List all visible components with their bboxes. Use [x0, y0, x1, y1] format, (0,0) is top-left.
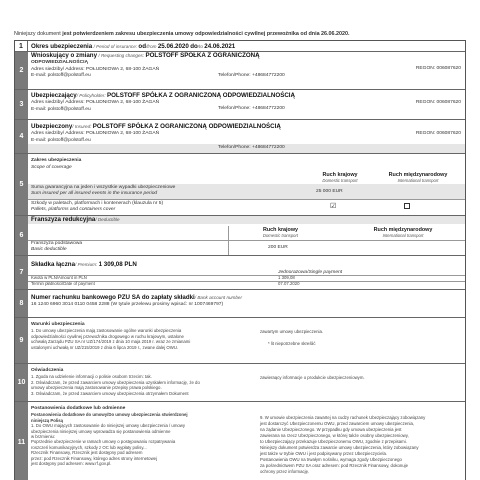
additional-line: Poprzednie ubezpieczenie w ramach umowy o postępowaniu rozpatrywania [31, 439, 176, 445]
regon: REGON: 006087620 [415, 66, 461, 71]
section-conditions [15, 318, 465, 364]
section-insured [15, 120, 465, 154]
section-title: Składka łączna [31, 261, 76, 268]
additional-right-line: to Ubezpieczający przekazuje Ubezpieczonemu OWU, zgodnie z przepisami. [260, 439, 407, 444]
email: E-mail: polstoff@polstoff.eu [31, 137, 91, 143]
section-number: 5 [15, 154, 28, 215]
col-domestic: Ruch krajowy [262, 227, 299, 233]
conditions-right-line: zawartym umowy ubezpieczenia. [260, 329, 324, 334]
col-domestic: Ruch krajowy [322, 172, 358, 178]
additional-right-line: Niniejszy dokument potwierdza zawarcie umowy ubezpieczenia, który zobowiązany [260, 445, 419, 450]
company-name: POLSTOFF SPÓŁKA Z OGRANICZONĄ ODPOWIEDZIALNOŚCIĄ [106, 92, 295, 99]
conditions-line: odpowiedzialności cywilnej przewoźnika drogowego w ruchu krajowym, ustalone [31, 333, 184, 339]
additional-line: w brzmieniu: [31, 433, 56, 439]
section-number: 8 [15, 290, 28, 317]
declaration-right-line: zawieraący informacje o produkcie ubezpieczeniowym. [260, 375, 365, 380]
col-international: Ruch międzynarodowy [373, 227, 433, 233]
pallets-domestic-check: ☑ [330, 203, 337, 210]
regon: REGON: 006087620 [415, 131, 461, 136]
section-title-en: / Premium: [75, 262, 98, 267]
additional-right-line: zawierana na rzecz Ubezpieczonego, w której także osobny ubezpieczeniowy, [260, 433, 409, 438]
section-title-en: / Insured: [72, 124, 92, 129]
company-name: POLSTOFF SPÓŁKA Z OGRANICZONĄ [145, 52, 260, 59]
col-international-en: International transport [382, 233, 424, 238]
payment-date-label: Termin płatności/Date of payment [31, 281, 95, 286]
section-number: 6 [15, 216, 28, 255]
address: Adres siedziby/ Address: POŁUDNIOWA 2, 68-100 ŻAGAŃ [31, 66, 160, 72]
section-policyholder [15, 90, 465, 120]
section-title: Zakres ubezpieczenia [31, 158, 82, 163]
row-basic-deductible-en: Basic deductible [31, 247, 67, 252]
section-bank [15, 290, 465, 318]
conditions-line: ustalonymi uchwałą nr UZ/215/2019 z dnia 6 lipca 2019 r., zwane dalej OWU. [31, 344, 179, 350]
section-requesting [15, 52, 465, 90]
declaration-line: 2. Oświadczam, że przed zawarciem umowy ubezpieczenia uzyskałem informację, że do [31, 379, 200, 385]
declaration-line: 3. Oświadczam, że przed zawarciem umowy ubezpieczenia otrzymałem Dokument [31, 390, 189, 396]
section-number: 4 [15, 120, 28, 153]
section-number: 10 [15, 364, 28, 401]
intro-bold: jest potwierdzeniem zakresu ubezpieczenia umowy odpowiedzialności cywilnej przewoźnika od dnia 26.06.2020. [62, 31, 350, 37]
intro-text [14, 31, 350, 37]
section-title: Postanowienia dodatkowe lub odmienne [31, 406, 126, 411]
phone: Telefon/Phone: +48684772200 [218, 73, 285, 78]
section-premium [15, 256, 465, 290]
additional-line: ubezpieczenia niniejszej umowy wprowadza się postanowienia odmienne [31, 428, 171, 434]
phone: Telefon/Phone: +48684772200 [218, 145, 285, 150]
declaration-line: umowy ubezpieczenia mają zastosowanie przepisy prawa polskiego. [31, 385, 162, 391]
section-number: 7 [15, 256, 28, 289]
to-label-en: /to [197, 43, 203, 49]
section-number: 9 [15, 318, 28, 363]
col-domestic-en: Domestic transport [322, 178, 358, 183]
company-name-cont: ODPOWIEDZIALNOŚCIĄ [31, 60, 89, 66]
company-name: POLSTOFF SPÓŁKA Z OGRANICZONĄ ODPOWIEDZIALNOŚCIĄ [92, 123, 281, 130]
amount-label: Kwota w PLN/Amount in PLN [31, 275, 87, 280]
additional-right-line: 9. W umowie ubezpieczenia zawartej na cudzy rachunek Ubezpieczający zobowiązany [260, 415, 426, 420]
email: E-mail: polstoff@polstoff.eu [31, 106, 91, 112]
section-title: Franszyza redukcyjna [31, 216, 96, 223]
section-title: Oświadczenia [31, 368, 64, 373]
section-number: 3 [15, 90, 28, 119]
deductible-value: 200 EUR [268, 245, 288, 250]
additional-line: Rzecznik Finansowy, Rzecznik jest dostępny pod adresem [31, 450, 143, 456]
section-title: Wnioskujący o zmiany [31, 52, 98, 59]
section-number: 11 [15, 402, 28, 480]
col-domestic-en: Domestic transport [262, 233, 299, 238]
premium-amount: 1 309,08 PLN [98, 261, 137, 268]
phone: Telefon/Phone: +48684772200 [218, 106, 285, 111]
additional-right-line: jest dostarczyć Ubezpieczonemu OWU, przed zawarciem umowy ubezpieczenia, [260, 421, 415, 426]
additional-subtitle: niniejszą Polisą [31, 417, 64, 423]
additional-line: przez: pod Rzecznik Finansowy, którego adres strony internetowej [31, 455, 158, 461]
additional-right-line: na żądanie Ubezpieczonego. W przypadku gdy umowa ubezpieczenia jest [260, 427, 402, 432]
additional-line: 1. Do OWU mających zastosowanie do niniejszej umowy ubezpieczenia / umowy [31, 423, 186, 429]
address: Adres siedziby/ Address: POŁUDNIOWA 2, 68-100 ŻAGAŃ [31, 100, 160, 106]
pallets-international-check [404, 203, 410, 209]
additional-right-line: za pośrednictwem PZU SA oraz adresem: pod Rzecznik Finansowy, dokonuje [260, 463, 408, 468]
section-title-en: / Period of insurance: [93, 43, 138, 49]
regon: REGON: 006087620 [415, 100, 461, 105]
col-international: Ruch międzynarodowy [388, 172, 448, 178]
email: E-mail: polstoff@polstoff.eu [31, 72, 91, 78]
section-deductible [15, 216, 465, 256]
section-title-en: / Policyholder: [76, 93, 106, 98]
single-payment-label: Jednorazowa/Single payment [278, 270, 343, 275]
payment-date-value: 07.07.2020 [278, 281, 300, 286]
bank-account-note: (W tytule przelewu prosimy wpisać: nr 1007469797) [110, 302, 224, 308]
section-scope [15, 154, 465, 216]
additional-line: jest dostępny pod adresem: www.rf.gov.pl. [31, 460, 112, 466]
additional-line: roszczeń komunikacyjnych, szkody z OC lub wypłaty polisy... [31, 444, 147, 450]
additional-subtitle: Postanowienia dodatkowe do umowy/Do umowy ubezpieczenia stwierdzonej [31, 412, 188, 418]
section-title: Okres ubezpieczenia [31, 42, 93, 50]
row-sum-insured: Suma gwarancyjna na jeden i wszystkie wypadki ubezpieczeniowe [31, 185, 176, 190]
intro-prefix: Niniejszy dokument [14, 31, 61, 37]
row-pallets: Szkody w paletach, platformach i kontenerach (klauzula nr 5) [31, 201, 164, 206]
section-additional [15, 402, 465, 480]
section-title-en: / Bank account number [194, 295, 243, 300]
declaration-line: 1. Zgoda na udzielenie informacji o polisie osobom trzecim: tak. [31, 374, 152, 380]
policy-grid [14, 40, 466, 480]
section-title: Ubezpieczający [31, 92, 77, 99]
additional-right-line: ochrony przez informację. [260, 469, 310, 474]
section-title-en: Scope of coverage [31, 165, 72, 170]
section-title-en: / Deductible [95, 217, 120, 222]
section-title-en: / Requesting changes: [98, 53, 145, 58]
section-number: 2 [15, 52, 28, 89]
to-date: 24.06.2021 [204, 42, 236, 50]
conditions-line: 1. Do umowy ubezpieczenia mają zastosowanie ogólne warunki ubezpieczenia [31, 328, 182, 334]
section-period [15, 41, 465, 52]
section-title: Warunki ubezpieczenia [31, 322, 85, 327]
section-number: 1 [15, 41, 28, 51]
amount-value: 1 309,08 [278, 275, 295, 280]
row-pallets-en: Pallets, platforms and containers cover [31, 207, 116, 212]
from-label: od [138, 42, 146, 50]
additional-right-line: jest także w trybie OWU i jest podpisywany przez Ubezpieczyciela. [260, 451, 388, 456]
from-label-en: /from [145, 43, 157, 49]
row-basic-deductible: Franszyza podstawowa [31, 241, 83, 246]
additional-right-line: Postanowienia OWU na trwałym nośniku, wymaga zgody Ubezpieczonego [260, 457, 402, 462]
bank-account: 16 1240 6960 3014 0110 0458 2288 [31, 302, 110, 308]
from-date: 25.06.2020 [157, 42, 189, 50]
section-title: Numer rachunku bankowego PZU SA do zapłaty składki [31, 294, 195, 301]
address: Adres siedziby/ Address: POŁUDNIOWA 2, 68-100 ŻAGAŃ [31, 131, 160, 137]
row-sum-insured-en: Sum insured per all insured events in the insurance period [31, 191, 158, 196]
sum-insured-value: 25 000 EUR [316, 189, 343, 194]
to-label: do [190, 42, 198, 50]
col-international-en: International transport [397, 178, 439, 183]
conditions-note: * lit niepotrzebne skreślić [268, 341, 316, 346]
section-title: Ubezpieczony [31, 123, 73, 130]
section-declarations [15, 364, 465, 402]
conditions-line: uchwałą Zarządu PZU SA nr UZ/174/2019 z dnia 10 maja 2019 r. wraz ze zmianami [31, 339, 191, 345]
